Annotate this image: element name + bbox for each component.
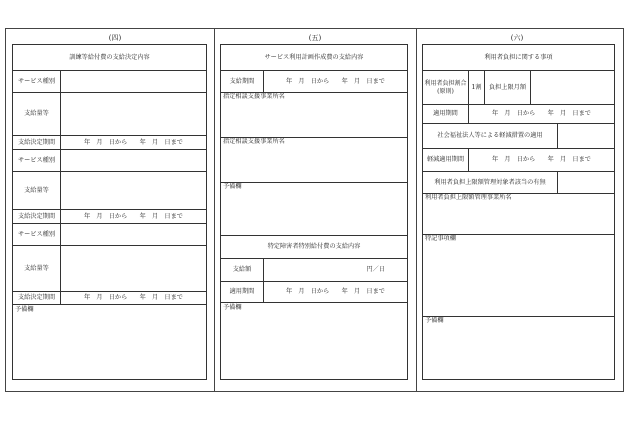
p6-cap-office-name[interactable]: 利用者負担上限額管理事業所名: [423, 194, 614, 235]
p5-special-heading: 特定障害者特別給付費の支給内容: [221, 236, 407, 259]
p5-apply-label: 適用期間: [221, 282, 264, 303]
p5-pay-label: 支給額: [221, 259, 264, 282]
panel-6: [422, 44, 615, 380]
panel-4: [12, 44, 207, 380]
p6-apply-label: 適用期間: [423, 105, 469, 124]
p6-heading: 利用者負担に関する事項: [423, 45, 614, 71]
divider-1: [214, 28, 215, 392]
p4-period-label-1: 支給決定期間: [13, 136, 61, 150]
p5-pay-value[interactable]: 円／日: [264, 259, 407, 282]
p6-cap-value[interactable]: [531, 71, 614, 105]
p6-reduce-value: 年 月 日から 年 月 日まで: [469, 149, 614, 172]
p4-service-type-value-1[interactable]: [61, 71, 206, 93]
p4-amount-label-2: 支給量等: [13, 172, 61, 210]
p4-service-type-label-2: サービス種別: [13, 150, 61, 172]
p6-special-notes[interactable]: 特記事項欄: [423, 235, 614, 317]
p4-remarks[interactable]: 予備欄: [15, 306, 34, 313]
p4-service-type-label-1: サービス種別: [13, 71, 61, 93]
p5-heading: サービス利用計画作成費の支給内容: [221, 45, 407, 71]
panel-title-5: (五): [308, 34, 322, 42]
panel-title-4: (四): [108, 34, 122, 42]
p6-burden-value: 1割: [469, 71, 485, 105]
p5-remarks-2[interactable]: 予備欄: [223, 304, 242, 311]
divider-left: [5, 28, 6, 392]
p6-cap-mgmt-label: 利用者負担上限額管理対象者該当の有無: [423, 172, 558, 194]
p5-period-label: 支給期間: [221, 71, 264, 93]
p4-service-type-label-3: サービス種別: [13, 224, 61, 246]
p5-period-value: 年 月 日から 年 月 日まで: [264, 71, 407, 93]
panel-title-6: (六): [510, 34, 524, 42]
p4-period-label-2: 支給決定期間: [13, 210, 61, 224]
p5-office-name-2[interactable]: 指定相談支援事業所名: [221, 138, 407, 183]
p4-amount-label-1: 支給量等: [13, 93, 61, 136]
p4-amount-label-3: 支給量等: [13, 246, 61, 292]
p4-period-value-3: 年 月 日から 年 月 日まで: [61, 292, 206, 305]
p5-remarks[interactable]: 予備欄: [221, 183, 407, 236]
panel-5: [220, 44, 408, 380]
p4-amount-value-3[interactable]: [61, 246, 206, 292]
p6-welfare-value[interactable]: [558, 124, 614, 149]
p5-apply-value: 年 月 日から 年 月 日まで: [264, 282, 407, 303]
p6-cap-label: 負担上限月額: [485, 71, 531, 105]
divider-2: [416, 28, 417, 392]
p4-service-type-value-3[interactable]: [61, 224, 206, 246]
p6-burden-label: 利用者負担割合(原則): [423, 71, 469, 105]
p6-apply-value: 年 月 日から 年 月 日まで: [469, 105, 614, 124]
p6-cap-mgmt-value[interactable]: [558, 172, 614, 194]
p6-reduce-label: 軽減適用期間: [423, 149, 469, 172]
p4-period-value-1: 年 月 日から 年 月 日まで: [61, 136, 206, 150]
p4-amount-value-2[interactable]: [61, 172, 206, 210]
p5-office-name-1[interactable]: 指定相談支援事業所名: [221, 93, 407, 138]
p4-period-value-2: 年 月 日から 年 月 日まで: [61, 210, 206, 224]
p4-period-label-3: 支給決定期間: [13, 292, 61, 305]
divider-right: [623, 28, 624, 392]
p4-service-type-value-2[interactable]: [61, 150, 206, 172]
p6-remarks[interactable]: 予備欄: [425, 317, 444, 324]
p6-welfare-label: 社会福祉法人等による軽減措置の適用: [423, 124, 558, 149]
p4-heading: 訓練等給付費の支給決定内容: [13, 45, 206, 71]
p4-amount-value-1[interactable]: [61, 93, 206, 136]
